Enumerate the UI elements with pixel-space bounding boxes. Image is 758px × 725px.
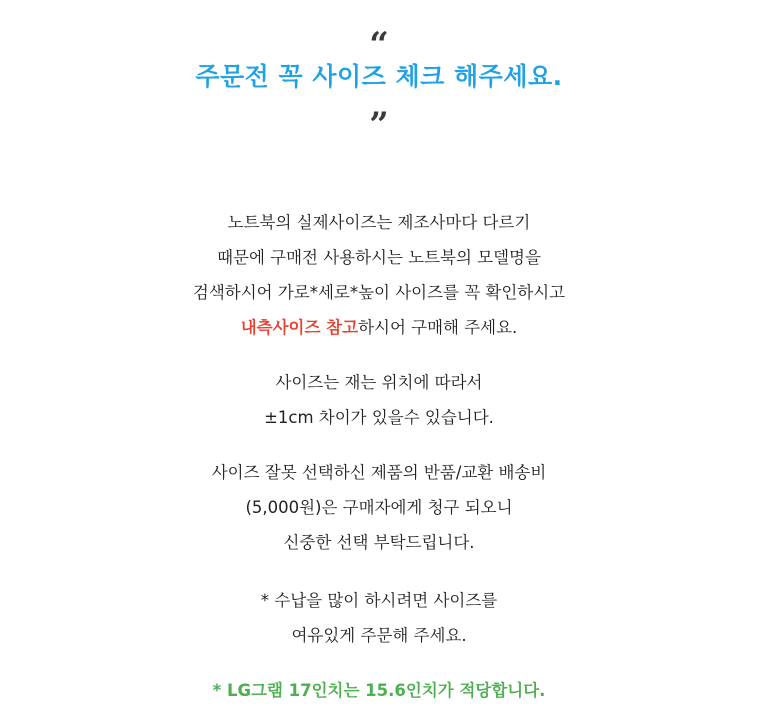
paragraph-line [0, 310, 758, 345]
inner-size-highlight: 내측사이즈 참고 [240, 318, 359, 337]
lg-gram-note: * LG그램 17인치는 15.6인치가 적당합니다. [212, 681, 546, 700]
paragraph-line: 검색하시어 가로*세로*높이 사이즈를 꼭 확인하시고 [192, 283, 566, 302]
storage-tip-paragraph [0, 583, 758, 653]
return-shipping-paragraph [0, 455, 758, 560]
paragraph-line: 사이즈는 재는 위치에 따라서 [275, 373, 483, 392]
measurement-tolerance-paragraph [0, 365, 758, 435]
paragraph-line: 사이즈 잘못 선택하신 제품의 반품/교환 배송비 [211, 463, 547, 482]
paragraph-line: 신중한 선택 부탁드립니다. [283, 533, 475, 552]
page-title: 주문전 꼭 사이즈 체크 해주세요. [195, 62, 563, 91]
paragraph-line: ±1cm 차이가 있을수 있습니다. [264, 408, 494, 427]
paragraph-line: (5,000원)은 구매자에게 청구 되오니 [245, 498, 513, 517]
paragraph-line: * 수납을 많이 하시려면 사이즈를 [260, 591, 498, 610]
size-check-paragraph [0, 205, 758, 345]
paragraph-line: 노트북의 실제사이즈는 제조사마다 다르기 [227, 213, 531, 232]
paragraph-line: 여유있게 주문해 주세요. [291, 626, 467, 645]
open-quote-icon: “ [369, 25, 389, 65]
paragraph-line: 때문에 구매전 사용하시는 노트북의 모델명을 [217, 248, 541, 267]
close-quote-icon: ” [369, 105, 389, 145]
paragraph-line-rest: 하시어 구매해 주세요. [358, 318, 518, 337]
